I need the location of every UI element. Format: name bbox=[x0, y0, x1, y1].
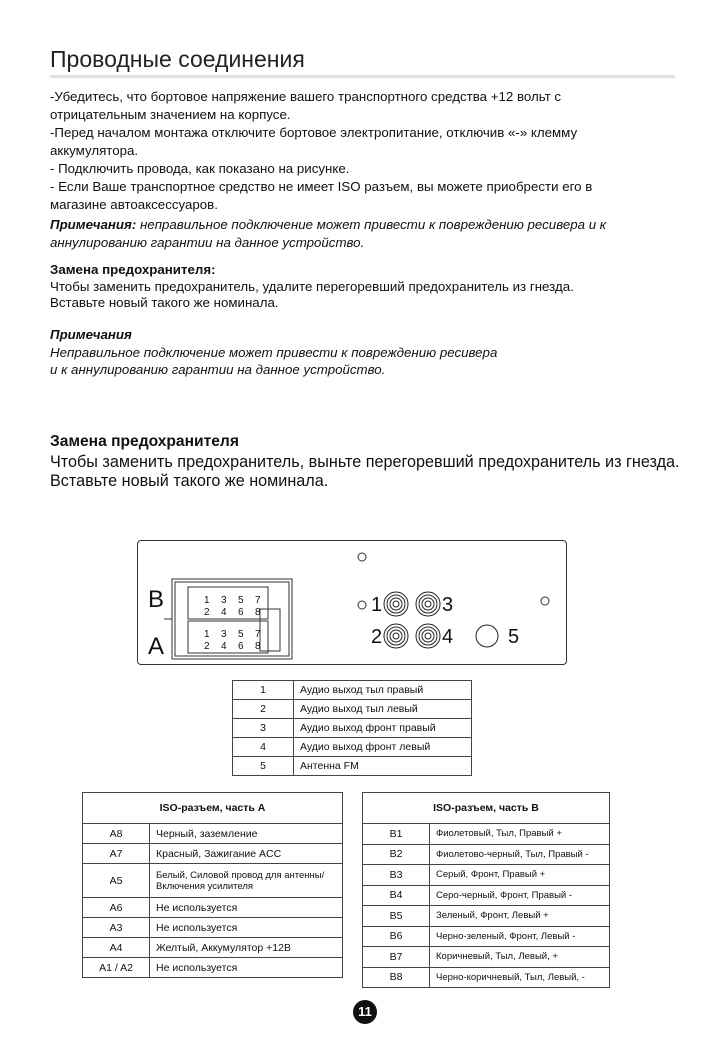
connector-a-label: A bbox=[148, 633, 165, 660]
table-row bbox=[83, 958, 343, 978]
fuse1-line: Вставьте новый такого же номинала. bbox=[50, 295, 279, 310]
pin-number: 5 bbox=[238, 629, 244, 640]
iso-a-table bbox=[82, 792, 343, 978]
pin-cell: A1 / A2 bbox=[83, 958, 150, 978]
rca-jack-icon bbox=[422, 630, 434, 642]
pin-number: 4 bbox=[221, 607, 227, 618]
table-row bbox=[363, 885, 610, 906]
table-row bbox=[363, 947, 610, 968]
pin-cell: A8 bbox=[83, 824, 150, 844]
pin-number: 1 bbox=[204, 629, 210, 640]
description-cell: Серо-черный, Фронт, Правый - bbox=[430, 885, 610, 906]
description-cell: Зеленый, Фронт, Левый + bbox=[430, 906, 610, 927]
pin-cell: A4 bbox=[83, 938, 150, 958]
rca-jack-icon bbox=[393, 601, 399, 607]
description-cell: Не используется bbox=[150, 898, 343, 918]
pin-cell: 5 bbox=[233, 757, 294, 776]
pin-cell: B6 bbox=[363, 926, 430, 947]
description-cell: Желтый, Аккумулятор +12В bbox=[150, 938, 343, 958]
rca-jack-icon bbox=[416, 624, 440, 648]
table-row bbox=[83, 844, 343, 864]
pin-cell: 3 bbox=[233, 719, 294, 738]
pin-number: 2 bbox=[204, 641, 210, 652]
intro-line: аккумулятора. bbox=[50, 143, 139, 158]
intro-line: - Если Ваше транспортное средство не имеет ISO разъем, вы можете приобрести его в bbox=[50, 179, 593, 194]
table-row bbox=[233, 681, 472, 700]
jack-label: 5 bbox=[508, 626, 520, 648]
table-row bbox=[363, 865, 610, 886]
note1-line: аннулированию гарантии на данное устройство. bbox=[50, 235, 365, 250]
fuse1-line: Чтобы заменить предохранитель, удалите перегоревший предохранитель из гнезда. bbox=[50, 279, 574, 294]
description-cell: Фиолетовый, Тыл, Правый + bbox=[430, 824, 610, 845]
description-cell: Коричневый, Тыл, Левый, + bbox=[430, 947, 610, 968]
description-cell: Аудио выход фронт правый bbox=[294, 719, 472, 738]
description-cell: Черно-зеленый, Фронт, Левый - bbox=[430, 926, 610, 947]
iso-a-header: ISO-разъем, часть A bbox=[83, 793, 343, 824]
table-row bbox=[83, 864, 343, 898]
table-row bbox=[83, 938, 343, 958]
rear-panel-drawing bbox=[138, 541, 566, 664]
table-row bbox=[83, 824, 343, 844]
description-cell: Черный, заземление bbox=[150, 824, 343, 844]
rca-jack-icon bbox=[384, 592, 408, 616]
pin-cell: 1 bbox=[233, 681, 294, 700]
note1-line bbox=[50, 216, 606, 234]
table-row bbox=[363, 967, 610, 988]
pin-cell: A7 bbox=[83, 844, 150, 864]
screw-icon bbox=[358, 601, 366, 609]
intro-line: -Перед началом монтажа отключите бортовое электропитание, отключив «-» клемму bbox=[50, 125, 578, 140]
table-row bbox=[363, 844, 610, 865]
pin-number: 3 bbox=[221, 629, 227, 640]
screw-icon bbox=[541, 597, 549, 605]
iso-b-table bbox=[362, 792, 610, 988]
table-row bbox=[363, 906, 610, 927]
jack-label: 1 bbox=[371, 594, 383, 616]
connector-b-label: B bbox=[148, 586, 165, 613]
pin-number: 4 bbox=[221, 641, 227, 652]
pin-number: 5 bbox=[238, 595, 244, 606]
title-underline bbox=[50, 75, 675, 78]
note2-line: и к аннулированию гарантии на данное устройство. bbox=[50, 362, 386, 377]
pin-number: 7 bbox=[255, 629, 261, 640]
table-row bbox=[83, 898, 343, 918]
screw-icon bbox=[358, 553, 366, 561]
audio-outputs-table bbox=[232, 680, 472, 776]
fuse2-line: Чтобы заменить предохранитель, выньте перегоревший предохранитель из гнезда. bbox=[50, 453, 680, 471]
intro-line: магазине автоаксессуаров. bbox=[50, 197, 218, 212]
rca-jack-icon bbox=[416, 592, 440, 616]
rca-jack-icon bbox=[390, 630, 402, 642]
page-title: Проводные соединения bbox=[50, 46, 305, 72]
description-cell: Аудио выход фронт левый bbox=[294, 738, 472, 757]
description-cell: Не используется bbox=[150, 958, 343, 978]
fuse2-heading: Замена предохранителя bbox=[50, 433, 239, 450]
note1-label: Примечания: bbox=[50, 217, 137, 232]
rear-panel-diagram bbox=[137, 540, 567, 665]
rca-jack-icon bbox=[393, 633, 399, 639]
pin-cell: 2 bbox=[233, 700, 294, 719]
pin-cell: B3 bbox=[363, 865, 430, 886]
pin-cell: B1 bbox=[363, 824, 430, 845]
table-row bbox=[233, 719, 472, 738]
iso-b-header: ISO-разъем, часть B bbox=[363, 793, 610, 824]
description-cell: Серый, Фронт, Правый + bbox=[430, 865, 610, 886]
pin-cell: B8 bbox=[363, 967, 430, 988]
pin-cell: A6 bbox=[83, 898, 150, 918]
description-cell: Не используется bbox=[150, 918, 343, 938]
pin-number: 6 bbox=[238, 641, 244, 652]
rca-jack-icon bbox=[425, 633, 431, 639]
rca-jack-icon bbox=[422, 598, 434, 610]
description-cell: Аудио выход тыл правый bbox=[294, 681, 472, 700]
table-row bbox=[83, 918, 343, 938]
table-row bbox=[363, 824, 610, 845]
note1-text: неправильное подключение может привести к повреждению ресивера и к bbox=[136, 217, 607, 232]
intro-line: - Подключить провода, как показано на рисунке. bbox=[50, 161, 350, 176]
table-row bbox=[233, 757, 472, 776]
rca-jack-icon bbox=[390, 598, 402, 610]
pin-number: 1 bbox=[204, 595, 210, 606]
table-row bbox=[363, 926, 610, 947]
jack-label: 2 bbox=[371, 626, 383, 648]
description-cell: Черно-коричневый, Тыл, Левый, - bbox=[430, 967, 610, 988]
rca-jack-icon bbox=[476, 625, 498, 647]
pin-cell: B4 bbox=[363, 885, 430, 906]
rca-jack-icon bbox=[425, 601, 431, 607]
pin-cell: B2 bbox=[363, 844, 430, 865]
description-cell: Белый, Силовой провод для антенны/Включения усилителя bbox=[150, 864, 343, 898]
description-cell: Аудио выход тыл левый bbox=[294, 700, 472, 719]
description-cell: Антенна FM bbox=[294, 757, 472, 776]
intro-line: отрицательным значением на корпусе. bbox=[50, 107, 291, 122]
fuse2-line: Вставьте новый такого же номинала. bbox=[50, 472, 329, 490]
table-row bbox=[233, 700, 472, 719]
description-cell: Фиолетово-черный, Тыл, Правый - bbox=[430, 844, 610, 865]
note2-heading: Примечания bbox=[50, 327, 132, 342]
jack-label: 3 bbox=[442, 594, 454, 616]
pin-number: 6 bbox=[238, 607, 244, 618]
intro-line: -Убедитесь, что бортовое напряжение вашего транспортного средства +12 вольт с bbox=[50, 89, 562, 104]
pin-number: 3 bbox=[221, 595, 227, 606]
page-number: 11 bbox=[353, 1000, 377, 1024]
fuse1-heading: Замена предохранителя: bbox=[50, 262, 216, 277]
pin-cell: B5 bbox=[363, 906, 430, 927]
jack-label: 4 bbox=[442, 626, 454, 648]
pin-cell: B7 bbox=[363, 947, 430, 968]
pin-number: 2 bbox=[204, 607, 210, 618]
table-row bbox=[233, 738, 472, 757]
pin-cell: A3 bbox=[83, 918, 150, 938]
pin-number: 7 bbox=[255, 595, 261, 606]
rca-jack-icon bbox=[384, 624, 408, 648]
pin-number: 8 bbox=[255, 607, 261, 618]
pin-cell: A5 bbox=[83, 864, 150, 898]
description-cell: Красный, Зажигание ACC bbox=[150, 844, 343, 864]
note2-line: Неправильное подключение может привести к повреждению ресивера bbox=[50, 345, 498, 360]
pin-number: 8 bbox=[255, 641, 261, 652]
pin-cell: 4 bbox=[233, 738, 294, 757]
